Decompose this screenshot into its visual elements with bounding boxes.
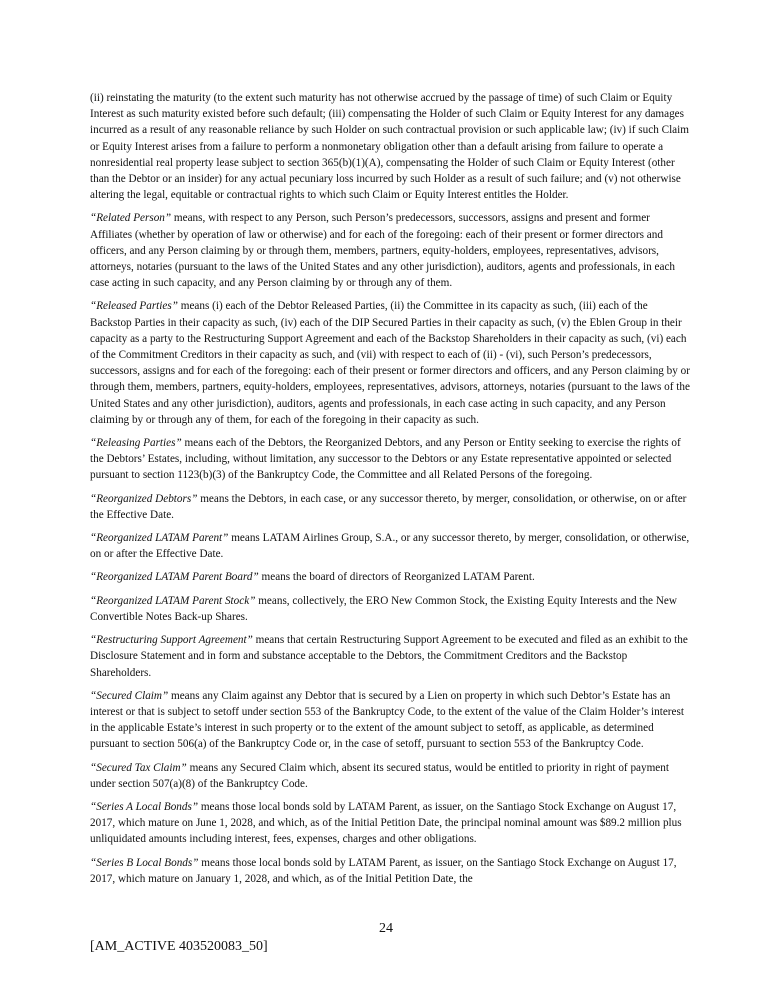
- definition-text: means those local bonds sold by LATAM Parent, as issuer, on the Santiago Stock Exchange on August 17, 2017, which mature on June 1, 2028, and which, as of the Initial Petition Date, the principal nominal amount was $89.2 million plus unliquidated amounts including interest, fees, expenses, charges and other obligations.: [90, 800, 682, 846]
- paragraph: [90, 435, 690, 484]
- definition-text: means the Debtors, in each case, or any successor thereto, by merger, consolidation, or otherwise, on or after the Effective Date.: [90, 492, 687, 521]
- defined-term: “Released Parties”: [90, 300, 178, 313]
- definition-text: means, collectively, the ERO New Common Stock, the Existing Equity Interests and the New Convertible Notes Back-up Shares.: [90, 594, 677, 623]
- defined-term: “Reorganized LATAM Parent”: [90, 532, 229, 545]
- definition-text: means any Claim against any Debtor that is secured by a Lien on property in which such Debtor’s Estate has an interest or that is subject to setoff under section 553 of the Bankruptcy Code, to the extent of the value of the Claim Holder’s interest in the applicable Estate’s interest in such property or to the extent of the amount subject to setoff, as applicable, as determined pursuant to section 506(a) of the Bankruptcy Code or, in the case of setoff, pursuant to section 553 of the Bankruptcy Code.: [90, 689, 684, 751]
- paragraph: [90, 569, 690, 585]
- paragraph: [90, 688, 690, 753]
- page-body: [90, 90, 690, 894]
- paragraph: [90, 210, 690, 291]
- defined-term: “Releasing Parties”: [90, 437, 182, 450]
- defined-term: “Reorganized LATAM Parent Stock”: [90, 594, 256, 607]
- paragraph: [90, 530, 690, 562]
- paragraph: [90, 491, 690, 523]
- definition-text: means LATAM Airlines Group, S.A., or any successor thereto, by merger, consolidation, or otherwise, on or after the Effective Date.: [90, 532, 690, 561]
- paragraph: [90, 632, 690, 681]
- defined-term: “Secured Claim”: [90, 689, 169, 702]
- defined-term: “Secured Tax Claim”: [90, 761, 187, 774]
- paragraph: [90, 855, 690, 887]
- definition-text: means the board of directors of Reorganized LATAM Parent.: [258, 571, 535, 584]
- definition-text: means, with respect to any Person, such Person’s predecessors, successors, assigns and present and former Affiliates (whether by operation of law or otherwise) and for each of the foregoing: each of their present or former directors and officers, and any Person claiming by or through them, members, partners, equity-holders, employees, representatives, advisors, attorneys, notaries (pursuant to the laws of the United States and any other jurisdiction), auditors, agents and professionals, in each case acting in such capacity, and any Person claiming by or through any of them.: [90, 212, 676, 290]
- definition-text: means those local bonds sold by LATAM Parent, as issuer, on the Santiago Stock Exchange on August 17, 2017, which mature on January 1, 2028, and which, as of the Initial Petition Date, the: [90, 856, 677, 885]
- paragraph: [90, 799, 690, 848]
- defined-term: “Reorganized Debtors”: [90, 492, 198, 505]
- document-id: [AM_ACTIVE 403520083_50]: [90, 939, 268, 954]
- definition-text: means that certain Restructuring Support Agreement to be executed and filed as an exhibit to the Disclosure Statement and in form and substance acceptable to the Debtors, the Commitment Creditors and the Backstop Shareholders.: [90, 634, 688, 679]
- definition-text: means each of the Debtors, the Reorganized Debtors, and any Person or Entity seeking to exercise the rights of the Debtors’ Estates, including, without limitation, any successor to the Debtors or any Estate representative appointed or selected pursuant to section 1123(b)(3) of the Bankruptcy Code, the Committee and all Related Persons of the foregoing.: [90, 437, 681, 482]
- definition-text: means any Secured Claim which, absent its secured status, would be entitled to priority in right of payment under section 507(a)(8) of the Bankruptcy Code.: [90, 761, 669, 790]
- defined-term: “Series A Local Bonds”: [90, 800, 199, 813]
- definition-text: (ii) reinstating the maturity (to the extent such maturity has not otherwise accrued by the passage of time) of such Claim or Equity Interest as such maturity existed before such default; (iii) compensating the Holder of such Claim or Equity Interest for any damages incurred as a result of any reasonable reliance by such Holder on such contractual provision or such applicable law; (iv) if such Claim or Equity Interest arises from a failure to perform a nonmonetary obligation other than a default arising from failure to operate a nonresidential real property lease subject to section 365(b)(1)(A), compensating the Holder of such Claim or Equity Interest (other than the Debtor or an insider) for any actual pecuniary loss incurred by such Holder as a result of such failure; and (v) not otherwise altering the legal, equitable or contractual rights to which such Claim or Equity Interest entitles the Holder.: [90, 92, 689, 202]
- defined-term: “Restructuring Support Agreement”: [90, 634, 253, 647]
- paragraph: [90, 90, 690, 203]
- defined-term: “Related Person”: [90, 212, 172, 225]
- paragraph: [90, 298, 690, 428]
- paragraph: [90, 593, 690, 625]
- defined-term: “Series B Local Bonds”: [90, 856, 199, 869]
- defined-term: “Reorganized LATAM Parent Board”: [90, 571, 259, 584]
- page-number: 24: [379, 921, 393, 936]
- definition-text: means (i) each of the Debtor Released Parties, (ii) the Committee in its capacity as such, (iii) each of the Backstop Parties in their capacity as such, (iv) each of the DIP Secured Parties in their capacity as such, (v) the Eblen Group in their capacity as a party to the Restructuring Support Agreement and each of the Backstop Shareholders in their capacity as such, (vi) each of the Commitment Creditors in their capacity as such, and (vii) with respect to each of (ii) - (vi), such Person’s predecessors, successors, assigns and for each of the foregoing: each of their present or former directors and officers, and any Person claiming by or through them, members, partners, equity-holders, employees, representatives, advisors, attorneys, notaries (pursuant to the laws of the United States and any other jurisdiction), auditors, agents and professionals, in each case acting in such capacity, and any Person claiming by or through any of them, for each of the foregoing in their capacity as such.: [90, 300, 690, 426]
- paragraph: [90, 760, 690, 792]
